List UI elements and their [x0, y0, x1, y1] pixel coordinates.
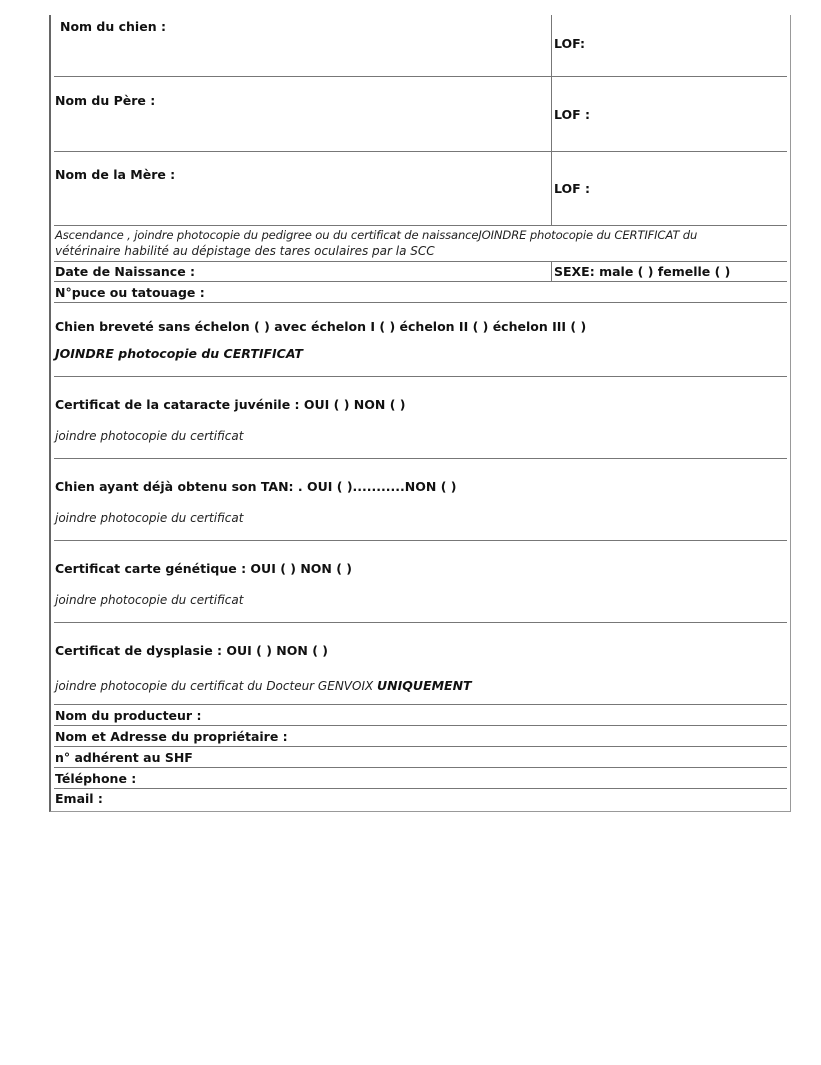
tan-note: joindre photocopie du certificat — [55, 511, 244, 525]
birth-date-label: Date de Naissance : — [55, 264, 196, 279]
tan-label: Chien ayant déjà obtenu son TAN: . OUI ( )...........NON ( ) — [55, 479, 457, 494]
sex-label: SEXE: male ( ) femelle ( ) — [554, 264, 731, 279]
email-row — [54, 789, 787, 809]
cataract-note: joindre photocopie du certificat — [55, 429, 244, 443]
genetic-row — [54, 541, 787, 623]
father-name-label: Nom du Père : — [55, 93, 156, 108]
column-divider — [551, 152, 552, 225]
chip-row — [54, 282, 787, 303]
owner-row — [54, 726, 787, 747]
breeding-form — [49, 15, 791, 812]
dysplasia-row — [54, 623, 787, 705]
dysplasia-note-prefix: joindre photocopie du certificat du Docteur GENVOIX — [55, 679, 378, 693]
genetic-label: Certificat carte génétique : OUI ( ) NON ( ) — [55, 561, 353, 576]
owner-label: Nom et Adresse du propriétaire : — [55, 729, 288, 744]
breveted-label: Chien breveté sans échelon ( ) avec échelon I ( ) échelon II ( ) échelon III ( ) — [55, 319, 587, 334]
genetic-note: joindre photocopie du certificat — [55, 593, 244, 607]
dysplasia-label: Certificat de dysplasie : OUI ( ) NON ( ) — [55, 643, 328, 658]
producer-label: Nom du producteur : — [55, 708, 202, 723]
father-lof-label: LOF : — [554, 107, 591, 122]
breveted-note: JOINDRE photocopie du CERTIFICAT — [55, 346, 303, 361]
dog-name-label: Nom du chien : — [60, 19, 166, 34]
mother-name-row — [54, 152, 787, 226]
ancestry-line-2: vétérinaire habilité au dépistage des tares oculaires par la SCC — [55, 244, 435, 258]
member-row — [54, 747, 787, 768]
column-divider — [551, 77, 552, 151]
birth-sex-row — [54, 262, 787, 282]
column-divider — [551, 262, 552, 281]
mother-name-label: Nom de la Mère : — [55, 167, 176, 182]
father-name-row — [54, 77, 787, 152]
email-label: Email : — [55, 791, 103, 806]
phone-label: Téléphone : — [55, 771, 137, 786]
dog-name-row — [54, 15, 787, 77]
cataract-label: Certificat de la cataracte juvénile : OUI ( ) NON ( ) — [55, 397, 406, 412]
tan-row — [54, 459, 787, 541]
cataract-row — [54, 377, 787, 459]
dog-lof-label: LOF: — [554, 36, 585, 51]
ancestry-row — [54, 226, 787, 262]
producer-row — [54, 705, 787, 726]
phone-row — [54, 768, 787, 789]
mother-lof-label: LOF : — [554, 181, 591, 196]
dysplasia-note-emphasis: UNIQUEMENT — [377, 678, 472, 693]
chip-label: N°puce ou tatouage : — [55, 285, 205, 300]
member-label: n° adhérent au SHF — [55, 750, 193, 765]
column-divider — [551, 15, 552, 76]
dysplasia-note — [55, 675, 472, 694]
breveted-row — [54, 303, 787, 377]
ancestry-line-1: Ascendance , joindre photocopie du pedigree ou du certificat de naissanceJOINDRE photocopie du CERTIFICAT du — [55, 228, 698, 242]
